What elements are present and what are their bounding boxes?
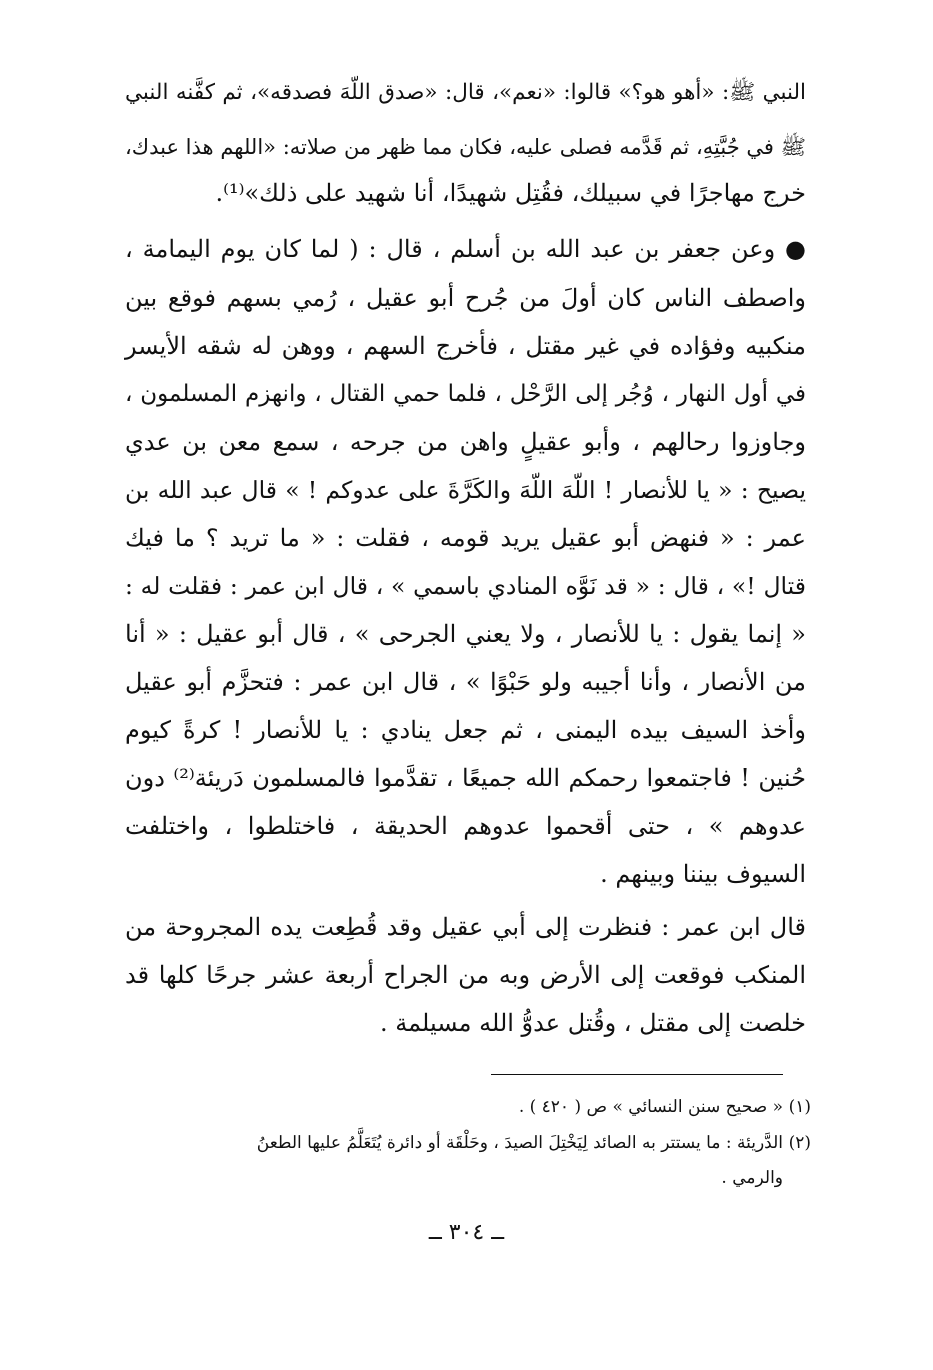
text-line: قال ابن عمر : فنظرت إلى أبي عقيل وقد قُطِعت يده المجروحة من	[125, 913, 806, 941]
text-line: النبي ﷺ: «أهو هو؟» قالوا: «نعم»، قال: «صدق اللّهَ فصدقه»، ثم كفَّنه النبي	[125, 80, 806, 105]
text-line: منكبيه وفؤاده في غير مقتل ، فأخرج السهم ، ووهن له شقه الأيسر	[125, 332, 806, 360]
text-line: « إنما يقول : يا للأنصار ، ولا يعني الجرحى » ، قال أبو عقيل : « أنا	[125, 620, 806, 648]
text-line: خرج مهاجرًا في سبيلك، فقُتِل شهيدًا، أنا شهيد على ذلك»⁽¹⁾.	[215, 179, 806, 207]
footnote-text: والرمي .	[721, 1168, 783, 1188]
footnote-number: (١)	[788, 1097, 811, 1117]
text-line: عمر : « فنهض أبو عقيل يريد قومه ، فقلت : « ما تريد ؟ ما فيك	[125, 524, 806, 552]
footnote-text: الدَّريئة : ما يستتر به الصائد لِيَخْتِلَ الصيدَ ، وحَلْقَة أو دائرة يُتَعَلَّمُ عليها الطعنُ	[256, 1133, 783, 1153]
text-line: من الأنصار ، وأنا أجيبه ولو حَبْوًا » ، قال ابن عمر : فتحزَّم أبو عقيل	[125, 668, 806, 696]
text-line: واصطف الناس كان أولَ من جُرح أبو عقيل ، رُمي بسهم فوقع بين	[125, 284, 806, 312]
text-line: السيوف بيننا وبينهم .	[600, 860, 806, 888]
text-line: خلصت إلى مقتل ، وقُتل عدوُّ الله مسيلمة .	[380, 1009, 806, 1037]
page-number: ــ ٣٠٤ ــ	[428, 1220, 505, 1245]
text-line: عدوهم » ، حتى أقحموا عدوهم الحديقة ، فاختلطوا ، واختلفت	[125, 812, 806, 840]
text-line: ● وعن جعفر بن عبد الله بن أسلم ، قال : ( لما كان يوم اليمامة ،	[125, 235, 806, 263]
text-line: قتال !» ، قال : « قد نَوَّه المنادي باسمي » ، قال ابن عمر : فقلت له :	[125, 572, 806, 600]
footnote-separator	[491, 1074, 783, 1075]
text-line: حُنين ! فاجتمعوا رحمكم الله جميعًا ، تقدَّموا فالمسلمون دَريئة⁽²⁾ دون	[125, 764, 806, 792]
text-line: وأخذ السيف بيده اليمنى ، ثم جعل ينادي : يا للأنصار ! كرةً كيوم	[125, 716, 806, 744]
text-line: وجاوزوا رحالهم ، وأبو عقيلٍ واهن من جرحه ، سمع معن بن عدي	[125, 428, 806, 456]
text-line: ﷺ في جُبَّتِهِ، ثم قَدَّمه فصلى عليه، فكان مما ظهر من صلاته: «اللهم هذا عبدك،	[125, 135, 806, 159]
text-line: يصيح : « يا للأنصار ! اللّهَ اللّهَ والكَرَّةَ على عدوكم ! » قال عبد الله بن	[125, 476, 806, 504]
footnote-text: « صحيح سنن النسائي » ص ( ٤٢٠ ) .	[518, 1097, 783, 1117]
text-line: في أول النهار ، وُجُر إلى الرَّحْل ، فلما حمي القتال ، وانهزم المسلمون ،	[125, 381, 806, 407]
text-line: المنكب فوقعت إلى الأرض وبه من الجراح أربعة عشر جرحًا كلها قد	[125, 961, 806, 989]
footnote-number: (٢)	[788, 1133, 811, 1153]
